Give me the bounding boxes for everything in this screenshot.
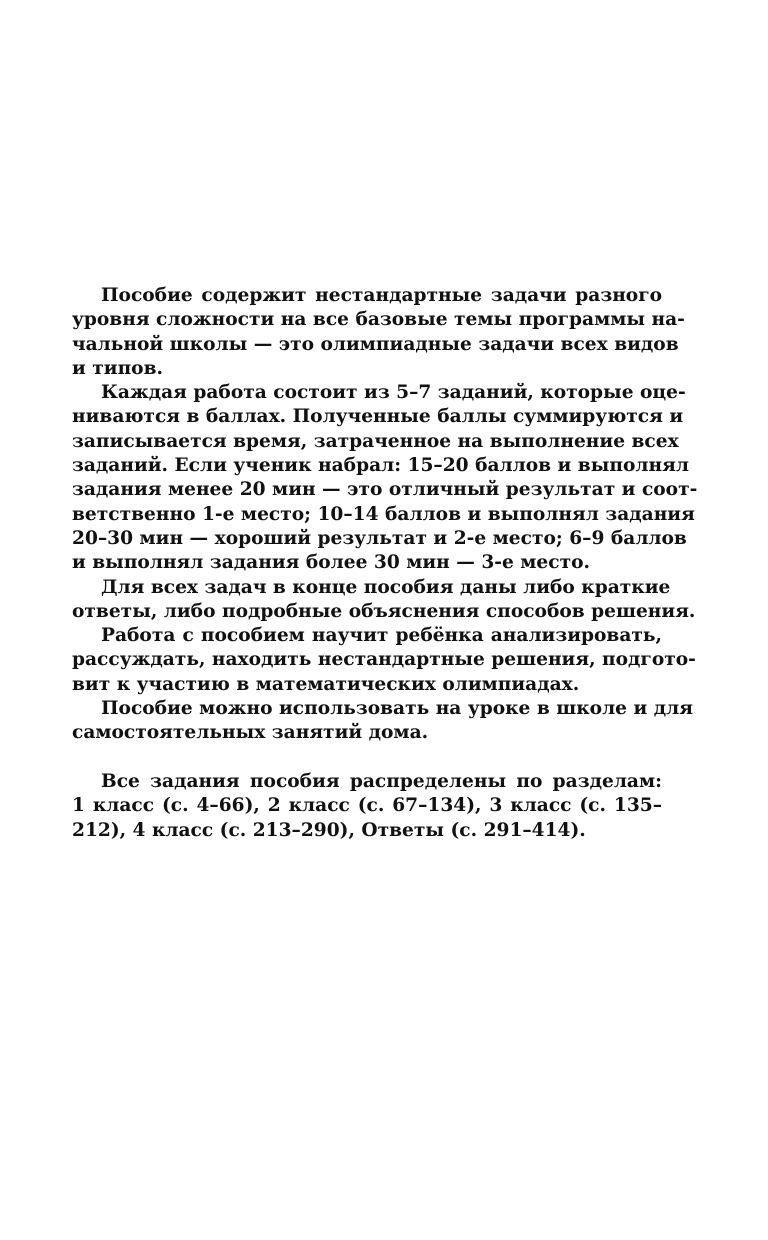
- paragraph-usage: [72, 697, 693, 746]
- text-line: 1 класс (с. 4–66), 2 класс (с. 67–134), 3 класс (с. 135–: [72, 795, 662, 817]
- text-line: Работа с пособием научит ребёнка анализировать,: [101, 625, 662, 647]
- text-line: задания менее 20 мин — это отличный результат и соот-: [72, 479, 698, 501]
- paragraph-sections: [72, 770, 662, 843]
- paragraph-intro: [72, 284, 685, 381]
- text-line: рассуждать, находить нестандартные решения, подгото-: [72, 649, 696, 671]
- paragraph-answers: [72, 576, 696, 625]
- text-line: самостоятельных занятий дома.: [72, 722, 429, 744]
- text-line: 212), 4 класс (с. 213–290), Ответы (с. 291–414).: [72, 819, 586, 841]
- text-line: чальной школы — это олимпиадные задачи всех видов: [72, 333, 679, 355]
- text-line: Пособие можно использовать на уроке в школе и для: [101, 698, 693, 720]
- text-line: ветственно 1-е место; 10–14 баллов и выполнял задания: [72, 503, 695, 525]
- text-line: Для всех задач в конце пособия даны либо краткие: [101, 576, 671, 598]
- text-line: Каждая работа состоит из 5–7 заданий, которые оце-: [101, 382, 686, 404]
- paragraph-scoring: [72, 381, 698, 575]
- text-line: ниваются в баллах. Полученные баллы суммируются и: [72, 406, 684, 428]
- text-line: записывается время, затраченное на выполнение всех: [72, 430, 679, 452]
- text-line: вит к участию в математических олимпиадах.: [72, 673, 580, 695]
- paragraph-benefits: [72, 624, 696, 697]
- text-line: заданий. Если ученик набрал: 15–20 баллов и выполнял: [72, 455, 689, 477]
- annotation-text: [72, 284, 698, 843]
- text-line: уровня сложности на все базовые темы программы на-: [72, 309, 685, 331]
- text-line: и типов.: [72, 357, 163, 379]
- text-line: Все задания пособия распределены по разделам:: [101, 770, 662, 792]
- text-line: Пособие содержит нестандартные задачи разного: [101, 285, 662, 306]
- text-line: ответы, либо подробные объяснения способов решения.: [72, 600, 696, 622]
- text-line: 20–30 мин — хороший результат и 2-е место; 6–9 баллов: [72, 527, 687, 549]
- text-line: и выполнял задания более 30 мин — 3-е место.: [72, 552, 590, 574]
